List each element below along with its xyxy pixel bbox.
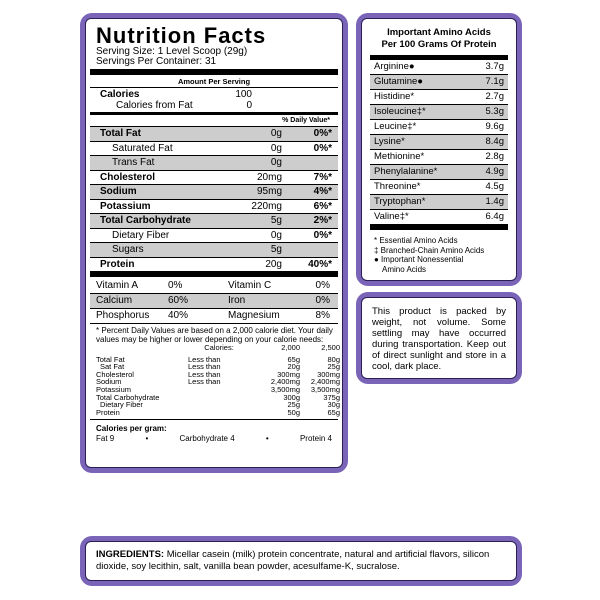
legend-branched-chain: ‡ Branched-Chain Amino Acids [374,245,485,255]
table-cell [188,394,250,402]
nutrient-row [90,229,338,244]
amino-row [370,165,508,180]
nutrient-row [90,185,338,200]
amino-row [370,210,508,225]
amino-value: 6.4g [485,211,504,222]
table-cell: 30g [327,400,340,410]
ingredients-label [85,541,517,581]
amino-value: 2.7g [485,91,504,102]
nutrient-row [90,171,338,186]
table-cell: Protein [96,407,120,417]
table-cell [188,409,250,417]
table-cell: 65g [327,407,340,417]
vitamin-label: Phosphorus [96,310,150,321]
amino-value: 5.3g [485,106,504,117]
amino-row [370,105,508,120]
amino-legend [374,236,508,274]
nutrition-facts-panel [80,13,348,473]
vitamin-value: 0% [315,280,330,291]
amino-value: 1.4g [485,196,504,207]
table-cell: 300g [283,392,300,402]
amino-value: 4.5g [485,181,504,192]
amino-name: Threonine* [374,181,421,192]
vitamin-value: 60% [168,295,189,306]
daily-value-table-header [96,344,340,352]
nutrient-dv [282,156,332,170]
nutrient-dv: 7%* [313,171,332,183]
table-cell: 300mg [277,369,300,379]
vitamin-row [90,279,338,294]
amino-value: 8.4g [485,136,504,147]
table-row [96,378,340,386]
calories-from-fat-value: 0 [246,100,252,111]
table-cell: Dietary Fiber [100,400,143,410]
table-cell: Sat Fat [100,362,125,372]
table-cell: Cholesterol [96,369,134,379]
ingredients-text [86,542,516,579]
nutrient-amount: 0g [270,229,282,241]
table-cell: 50g [287,407,300,417]
daily-value-table [96,344,340,416]
amino-name: Methionine* [374,151,425,162]
amino-name: Tryptophan* [374,196,426,207]
nutrient-row [90,156,338,171]
amino-acid-panel [356,13,522,286]
amino-row [370,135,508,150]
amino-title-line2: Per 100 Grams Of Protein [381,39,497,50]
calories-from-fat-label: Calories from Fat [116,100,193,111]
amino-row [370,150,508,165]
vitamin-label: Magnesium [228,310,280,321]
vitamin-label: Calcium [96,295,133,306]
amount-per-serving: Amount Per Serving [177,77,251,86]
storage-note-label [361,297,517,379]
nutrient-row [90,200,338,215]
calories-label: Calories [100,89,140,100]
nutrient-dv: 0%* [313,142,332,154]
table-cell: 25g [287,400,300,410]
amino-value: 3.7g [485,61,504,72]
storage-note-text: This product is packed by weight, not volume. Some settling may have occurred during transportation. Keep out of direct sunlight and store in a cool, dark place. [372,306,506,372]
table-cell: Total Fat [96,354,125,364]
nutrient-dv: 0%* [313,229,332,241]
amino-value: 7.1g [485,76,504,87]
bullet: • [145,434,149,444]
bullet: • [265,434,269,444]
nutrient-label: Sugars [112,244,144,255]
calories-per-gram-label: Calories per gram: [96,424,167,434]
amino-row [370,195,508,210]
amino-acid-list [362,60,516,225]
amino-name: Arginine● [374,61,415,72]
nutrient-row [90,142,338,157]
nutrient-label: Potassium [100,200,151,212]
table-cell: 65g [287,354,300,364]
divider [370,225,508,230]
servings-per-container: Servings Per Container: 31 [96,56,217,67]
nutrient-dv: 4%* [313,186,332,197]
legend-essential: * Essential Amino Acids [374,236,458,245]
nutrient-dv: 0%* [313,128,332,139]
nutrient-amount: 20mg [256,171,282,183]
cpg-protein: Protein 4 [299,434,332,444]
amino-value: 9.6g [485,121,504,132]
divider [90,271,338,277]
table-head-2000: 2,000 [281,343,300,352]
amino-acid-label [361,18,517,281]
vitamin-label: Iron [228,295,246,306]
nutrient-label: Dietary Fiber [112,229,170,241]
calories-per-gram [86,420,342,444]
table-cell: Less than [188,369,221,379]
nutrient-amount: 95mg [256,186,282,197]
table-cell: Sodium [96,377,122,387]
vitamin-value: 0% [315,295,330,306]
cpg-carbohydrate: Carbohydrate 4 [179,434,235,444]
nutrient-amount: 20g [265,258,282,270]
table-cell: 300mg [317,369,340,379]
serving-size: Serving Size: 1 Level Scoop (29g) [96,46,248,57]
nutrient-label: Protein [100,258,135,270]
table-cell [188,401,250,409]
vitamin-value: 0% [168,280,183,291]
table-cell [188,386,250,394]
nutrient-row [90,127,338,142]
table-cell: 3,500mg [270,384,300,394]
nutrient-amount: 0g [270,128,282,139]
table-cell: Potassium [96,384,132,394]
amino-row [370,120,508,135]
ingredients-heading: INGREDIENTS: [96,549,165,560]
nutrient-amount: 5g [270,215,282,226]
nutrient-label: Saturated Fat [112,142,173,154]
nutrient-row [90,214,338,229]
amino-title-line1: Important Amino Acids [387,27,491,38]
nutrient-label: Total Carbohydrate [100,215,191,226]
table-row [96,409,340,417]
vitamin-value: 40% [168,310,189,321]
ingredients-list: Micellar casein (milk) protein concentrate, natural and artificial flavors, silicon dioxide, soy lecithin, salt, vanilla bean powder, acesulfame-K, sucralose. [96,549,490,572]
amino-row [370,60,508,75]
divider [90,69,338,75]
amino-value: 4.9g [485,166,504,177]
nutrient-dv: 6%* [313,200,332,212]
table-cell: 20g [287,362,300,372]
table-cell: Less than [188,362,221,372]
nutrient-label: Total Fat [100,128,141,139]
table-cell: 375g [323,392,340,402]
nutrient-row [90,243,338,258]
vitamin-label: Vitamin C [228,280,272,291]
nutrient-label: Cholesterol [100,171,156,183]
vitamin-row [90,294,338,309]
cpg-fat: Fat 9 [96,434,115,444]
amino-name: Phenylalanine* [374,166,438,177]
nutrient-amount: 0g [270,157,282,168]
table-cell: Less than [188,377,221,387]
table-cell: 2,400mg [270,377,300,387]
nutrient-label: Sodium [100,186,137,197]
daily-value-footnote: * Percent Daily Values are based on a 2,000 calorie diet. Your daily values may be higher or lower depending on your calorie needs: [96,326,333,344]
table-cell: Less than [188,354,221,364]
table-cell: Total Carbohydrate [96,392,160,402]
table-head-calories: Calories: [204,343,234,352]
amino-name: Lysine* [374,136,405,147]
nutrient-row [90,258,338,272]
table-cell: 3,500mg [310,384,340,394]
table-cell: 80g [327,354,340,364]
amino-name: Valine‡* [374,211,409,222]
vitamin-label: Vitamin A [96,280,139,291]
nutrition-facts-title: Nutrition Facts [96,23,267,48]
nutrient-label: Trans Fat [112,157,155,168]
storage-note-panel [356,292,522,384]
vitamin-row [90,309,338,324]
legend-nonessential-cont: Amino Acids [382,264,427,274]
daily-value-header: % Daily Value* [90,115,338,127]
nutrition-facts-label [85,18,343,468]
vitamin-value: 8% [315,310,330,321]
nutrient-amount: 5g [270,244,282,255]
nutrient-dv [282,243,332,257]
amino-name: Leucine‡* [374,121,417,132]
amino-name: Isoleucine‡* [374,106,426,117]
calories-per-gram-values [96,434,332,444]
amino-row [370,75,508,90]
ingredients-panel [80,536,522,586]
nutrient-dv: 2%* [313,215,332,226]
table-row [96,401,340,409]
amino-value: 2.8g [485,151,504,162]
nutrient-amount: 220mg [251,200,282,212]
table-cell: 25g [327,362,340,372]
calories-value: 100 [235,89,252,100]
table-head-2500: 2,500 [321,343,340,352]
amino-name: Glutamine● [374,76,424,87]
amino-name: Histidine* [374,91,415,102]
legend-nonessential: ● Important Nonessential [374,255,464,264]
table-cell: 2,400mg [310,377,340,387]
nutrient-dv: 40%* [308,258,332,270]
amino-row [370,180,508,195]
amino-row [370,90,508,105]
nutrient-amount: 0g [270,142,282,154]
calories-from-fat-row [86,101,342,112]
